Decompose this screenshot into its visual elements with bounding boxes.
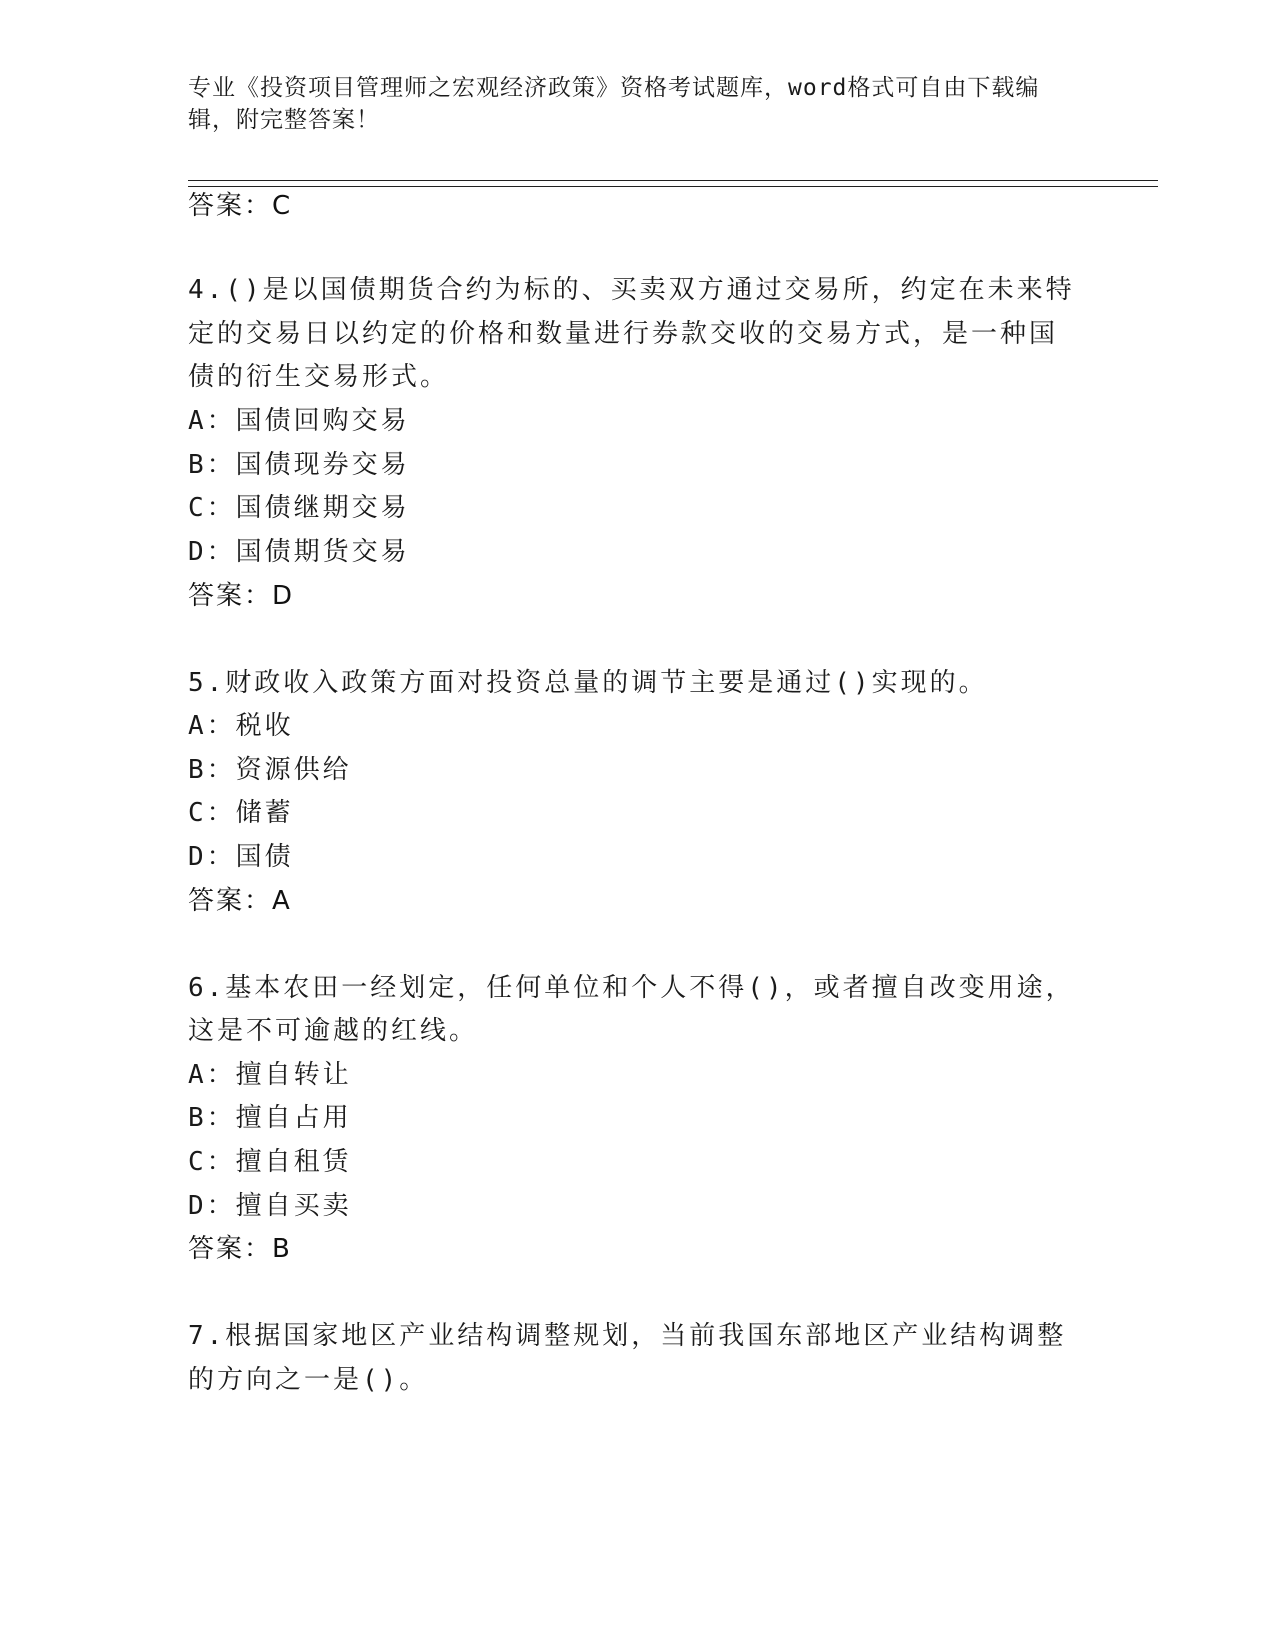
option-d: D：国债期货交易: [188, 537, 410, 567]
header-divider-top: [188, 180, 1158, 181]
option-b: B：擅自占用: [188, 1103, 352, 1133]
question-stem-line: 6.基本农田一经划定，任何单位和个人不得()，或者擅自改变用途，: [188, 973, 1075, 1003]
option-a: A：国债回购交易: [188, 406, 410, 436]
question-stem-line: 定的交易日以约定的价格和数量进行券款交收的交易方式，是一种国: [188, 319, 1059, 349]
question-stem-line: 的方向之一是()。: [188, 1365, 429, 1395]
header-line-2: 辑，附完整答案！: [188, 107, 380, 133]
question-stem-line: 4.()是以国债期货合约为标的、买卖双方通过交易所，约定在未来特: [188, 275, 1075, 305]
answer-label: 答案：B: [188, 1234, 292, 1264]
answer-label: 答案：C: [188, 191, 293, 221]
document-header: [188, 72, 1078, 136]
option-b: B：国债现券交易: [188, 450, 410, 480]
option-c: C：储蓄: [188, 798, 294, 828]
question-stem-line: 5.财政收入政策方面对投资总量的调节主要是通过()实现的。: [188, 668, 988, 698]
option-a: A：擅自转让: [188, 1060, 352, 1090]
question-stem-line: 债的衍生交易形式。: [188, 362, 450, 392]
answer-label: 答案：D: [188, 581, 295, 611]
option-d: D：国债: [188, 842, 294, 872]
option-a: A：税收: [188, 711, 294, 741]
option-c: C：擅自租赁: [188, 1147, 352, 1177]
answer-label: 答案：A: [188, 886, 292, 916]
header-divider-bottom: [188, 186, 1158, 187]
option-b: B：资源供给: [188, 755, 352, 785]
question-stem-line: 7.根据国家地区产业结构调整规划，当前我国东部地区产业结构调整: [188, 1321, 1067, 1351]
option-d: D：擅自买卖: [188, 1191, 352, 1221]
question-stem-line: 这是不可逾越的红线。: [188, 1016, 479, 1046]
option-c: C：国债继期交易: [188, 493, 410, 523]
header-line-1: 专业《投资项目管理师之宏观经济政策》资格考试题库，word格式可自由下载编: [188, 75, 1040, 101]
